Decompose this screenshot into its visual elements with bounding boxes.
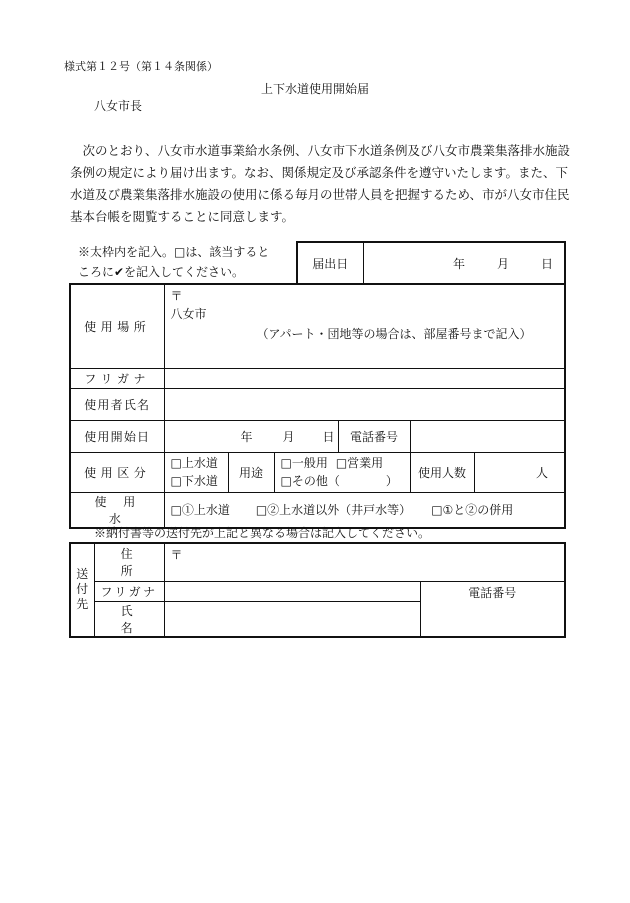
notification-date-year-field[interactable] (363, 242, 453, 284)
start-date-field[interactable] (164, 420, 338, 452)
instruction-line-1: ※太枠内を記入。□は、該当すると (78, 245, 270, 259)
send-to-table (69, 542, 566, 638)
send-address-label: 住所 (94, 543, 164, 581)
checkbox-business-use[interactable]: □営業用 (335, 456, 384, 470)
purpose-label: 用途 (228, 452, 274, 492)
send-postal-mark: 〒 (170, 548, 183, 562)
form-title: 上下水道使用開始届 (260, 82, 369, 96)
instruction-note (78, 242, 294, 282)
checkbox-sewer[interactable]: □下水道 (170, 474, 218, 488)
send-furigana-label: フリガナ (94, 581, 164, 601)
usage-location-label: 使用場所 (70, 284, 164, 368)
user-furigana-field[interactable] (164, 368, 565, 388)
start-date-month: 月 (282, 429, 295, 444)
checkbox-water-source-1[interactable]: □①上水道 (170, 503, 230, 517)
persons-unit: 人 (536, 465, 549, 480)
send-name-label: 氏名 (94, 601, 164, 637)
start-phone-label: 電話番号 (338, 420, 410, 452)
send-to-side-label: 送 付 先 (70, 543, 94, 637)
usage-category-label: 使用区分 (70, 452, 164, 492)
persons-label: 使用人数 (410, 452, 474, 492)
intro-paragraph: 次のとおり、八女市水道事業給水条例、八女市下水道条例及び八女市農業集落排水施設条例の規定により届け出ます。なお、関係規定及び承認条件を遵守いたします。また、下水道及び農業集落排水施設の使用に係る毎月の世帯人員を把握するため、市が八女市住民基本台帳を閲覧することに同意します。 (70, 143, 571, 224)
notification-date-label: 届出日 (297, 242, 363, 284)
usage-location-note: （アパート・団地等の場合は、部屋番号まで記入） (256, 327, 532, 341)
usage-location-field[interactable] (164, 284, 565, 368)
checkbox-other-use[interactable]: □その他（ (280, 474, 340, 488)
send-to-note: ※納付書等の送付先が上記と異なる場合は記入してください。 (94, 526, 431, 540)
send-name-field[interactable] (164, 601, 420, 637)
checkbox-water-source-2[interactable]: □②上水道以外（井戸水等） (255, 503, 412, 517)
water-used-options (164, 492, 565, 528)
checkbox-general-use[interactable]: □一般用 (280, 456, 328, 470)
water-used-label: 使用水 (70, 492, 164, 528)
send-phone-cell[interactable] (420, 581, 565, 637)
user-name-field[interactable] (164, 388, 565, 420)
user-furigana-label: フリガナ (70, 368, 164, 388)
addressee: 八女市長 (94, 99, 143, 113)
other-use-close: ） (385, 474, 398, 488)
usage-location-postal-mark: 〒 (170, 289, 183, 303)
usage-location-city: 八女市 (170, 307, 207, 321)
checkbox-water-supply[interactable]: □上水道 (170, 456, 218, 470)
notification-date-day: 日 (541, 256, 554, 271)
start-date-day: 日 (322, 429, 335, 444)
form-number: 様式第１２号（第１４条関係） (64, 60, 218, 73)
checkbox-water-source-both[interactable]: □①と②の併用 (431, 503, 514, 517)
main-form-table (69, 283, 566, 529)
start-date-year: 年 (240, 429, 253, 444)
start-phone-field[interactable] (410, 420, 565, 452)
notification-date-month: 月 (497, 256, 510, 271)
send-phone-label: 電話番号 (468, 585, 517, 600)
send-furigana-field[interactable] (164, 581, 420, 601)
purpose-options (274, 452, 410, 492)
persons-field[interactable] (474, 452, 565, 492)
start-date-label: 使用開始日 (70, 420, 164, 452)
usage-category-options (164, 452, 228, 492)
send-address-field[interactable] (164, 543, 565, 581)
notification-date-year: 年 (453, 256, 466, 271)
notification-date-box (296, 241, 566, 285)
user-name-label: 使用者氏名 (70, 388, 164, 420)
instruction-line-2: ころに✔を記入してください。 (78, 265, 245, 279)
